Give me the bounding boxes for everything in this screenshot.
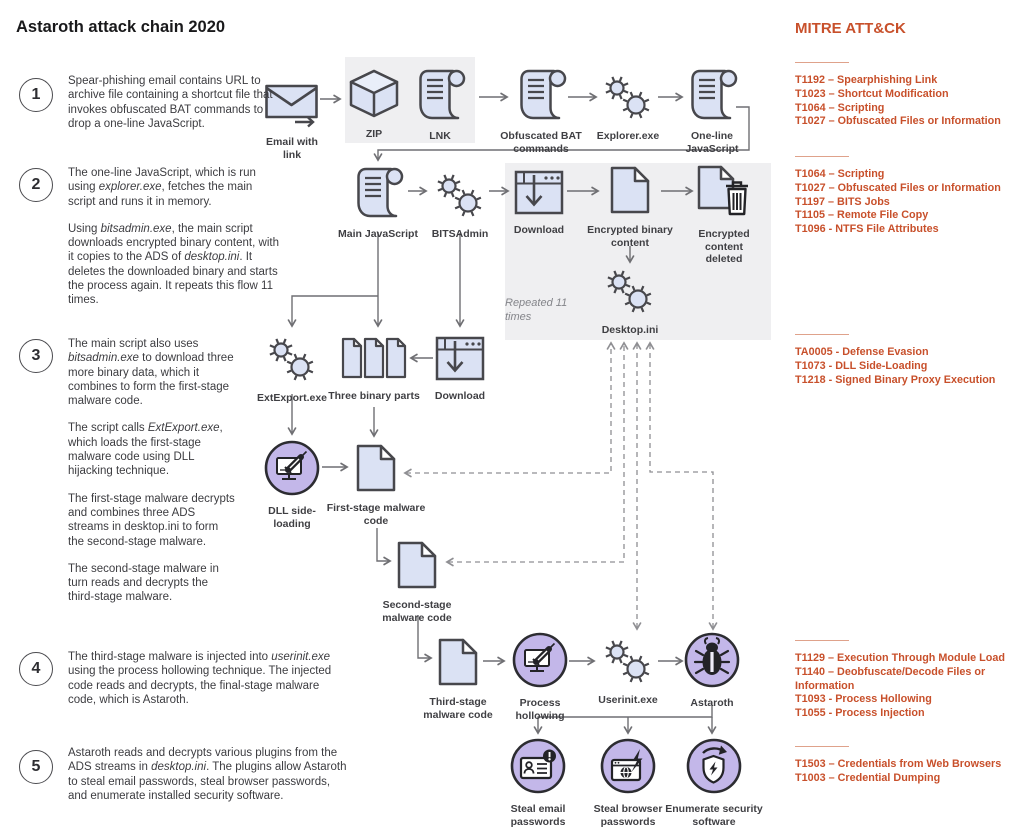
- mitre-group-5: [795, 746, 1019, 786]
- mitre-heading: MITRE ATT&CK: [795, 20, 906, 37]
- node-label: Download: [434, 390, 486, 402]
- gears-icon: [600, 74, 656, 127]
- gears-icon: [600, 638, 656, 691]
- file-icon: [353, 442, 399, 499]
- step-description: The one-line JavaScript, which is run using explorer.exe, fetches the main script and runs it in memory. Using bitsadmin.exe, the main script downloads encrypted binary content, with it copies to the ADS of desktop.ini. It deletes the downloaded binary and starts the process again. It repeats this flow 11 times.: [68, 167, 279, 307]
- page-title: Astaroth attack chain 2020: [16, 18, 226, 36]
- repeated-annotation: Repeated 11 times: [505, 297, 568, 323]
- node-main-js: [323, 164, 433, 241]
- mitre-technique: T1064 – Scripting: [795, 101, 885, 114]
- download-icon: [513, 168, 565, 221]
- step-description: Astaroth reads and decrypts various plugins from the ADS streams in desktop.ini. The plugins allow Astaroth to steal email passwords, steal browser passwords, and enumerate installed security software.: [68, 747, 347, 802]
- file-icon: [394, 539, 440, 596]
- mitre-group-divider: [795, 746, 849, 747]
- node-label: Steal browser passwords: [593, 803, 663, 828]
- gears-icon: [602, 268, 658, 321]
- mitre-group-divider: [795, 156, 849, 157]
- mitre-group-divider: [795, 62, 849, 63]
- node-label: Steal email passwords: [510, 803, 566, 828]
- mitre-technique: TA0005 - Defense Evasion: [795, 346, 929, 358]
- node-obf-bat: [489, 66, 593, 155]
- node-label: BITSAdmin: [431, 228, 489, 240]
- mitre-group-3: [795, 334, 1019, 387]
- mitre-group-2: [795, 156, 1019, 237]
- node-desktop-ini: [588, 268, 672, 337]
- node-label: Enumerate security software: [665, 803, 763, 828]
- node-label: Explorer.exe: [596, 130, 660, 142]
- node-first-stage: [326, 442, 426, 527]
- scroll-icon: [351, 164, 405, 225]
- download-icon: [434, 334, 486, 387]
- card-alert-circle-icon: [509, 737, 567, 800]
- mitre-group-4: [795, 640, 1019, 721]
- step-number-badge: 1: [19, 78, 53, 112]
- mitre-technique: T1140 – Deobfuscate/Decode Files or Information: [795, 665, 986, 692]
- node-label: Three binary parts: [328, 390, 420, 402]
- node-label: LNK: [429, 130, 451, 142]
- injection-circle-icon: [263, 439, 321, 502]
- node-label: Process hollowing: [515, 697, 565, 722]
- file-icon: [607, 164, 653, 221]
- node-three-binary: [328, 334, 420, 403]
- node-label: Third-stage malware code: [423, 696, 493, 721]
- node-bitsadmin: [418, 172, 502, 241]
- mitre-group-divider: [795, 334, 849, 335]
- node-dll-side: [257, 439, 327, 530]
- file-icon: [435, 636, 481, 693]
- mitre-technique: T1064 – Scripting: [795, 168, 885, 180]
- step-description: The third-stage malware is injected into userinit.exe using the process hollowing technique. The injected code reads and decrypts, the final-stage malware code, which is Astaroth.: [68, 651, 332, 706]
- node-label: Download: [513, 224, 565, 236]
- mitre-technique: T1073 - DLL Side-Loading: [795, 359, 928, 372]
- node-third-stage: [408, 636, 508, 721]
- step-description: Spear-phishing email contains URL to archive file containing a shortcut file that invokes obfuscated BAT commands to drop a one-line JavaScript.: [68, 75, 273, 130]
- node-download-1: [497, 168, 581, 237]
- node-label: Main JavaScript: [338, 228, 418, 240]
- gears-icon: [264, 336, 320, 389]
- node-zip: [344, 68, 404, 141]
- gears-icon: [432, 172, 488, 225]
- mitre-technique: T1093 - Process Hollowing: [795, 693, 932, 706]
- mitre-technique: T1218 - Signed Binary Proxy Execution: [795, 373, 996, 386]
- node-enum-security: [651, 737, 777, 828]
- node-label: ExtExport.exe: [256, 392, 328, 404]
- node-label: First-stage malware code: [326, 502, 426, 527]
- mitre-technique: T1503 – Credentials from Web Browsers: [795, 758, 1002, 770]
- mitre-technique: T1105 – Remote File Copy: [795, 209, 929, 222]
- node-label: Encrypted binary content: [587, 224, 673, 249]
- mitre-technique: T1027 – Obfuscated Files or Information: [795, 115, 1001, 128]
- injection-circle-icon: [511, 631, 569, 694]
- scroll-icon: [685, 66, 739, 127]
- mitre-technique: T1055 - Process Injection: [795, 707, 925, 720]
- node-steal-email: [492, 737, 584, 828]
- browser-bolt-circle-icon: [599, 737, 657, 800]
- mitre-technique: T1027 – Obfuscated Files or Information: [795, 181, 1001, 194]
- node-download-2: [418, 334, 502, 403]
- node-label: Second-stage malware code: [382, 599, 452, 624]
- step-description: The main script also uses bitsadmin.exe to download three more binary data, which it combines to form the first-stage malware code. The script calls ExtExport.exe, which loads the first-stage malware code using DLL hijacking technique. The first-stage malware decrypts and combines three ADS streams in desktop.ini to form the second-stage malware. The second-stage malware in turn reads and decrypts the third-stage malware.: [68, 338, 235, 604]
- mitre-technique: T1192 – Spearphishing Link: [795, 74, 938, 86]
- mitre-technique: T1023 – Shortcut Modification: [795, 87, 949, 100]
- node-astaroth: [672, 631, 752, 710]
- node-process-hollow: [500, 631, 580, 722]
- node-label: Desktop.ini: [601, 324, 659, 336]
- step-number-badge: 4: [19, 652, 53, 686]
- node-lnk: [410, 66, 470, 143]
- mitre-technique: T1003 – Credential Dumping: [795, 771, 941, 784]
- step-number-badge: 3: [19, 339, 53, 373]
- file-trash-icon: [695, 164, 753, 225]
- node-oneline-js: [676, 66, 748, 155]
- node-label: Userinit.exe: [598, 694, 658, 706]
- scroll-icon: [413, 66, 467, 127]
- three-files-icon: [341, 334, 407, 387]
- step-number-badge: 2: [19, 168, 53, 202]
- mitre-technique: T1197 – BITS Jobs: [795, 195, 890, 208]
- node-label: ZIP: [365, 128, 383, 140]
- mitre-technique: T1129 – Execution Through Module Load: [795, 652, 1005, 664]
- shield-refresh-circle-icon: [685, 737, 743, 800]
- node-enc-deleted: [686, 164, 762, 266]
- node-label: Email with link: [266, 136, 318, 161]
- node-explorer: [583, 74, 673, 143]
- scroll-icon: [514, 66, 568, 127]
- mitre-group-1: [795, 62, 1019, 129]
- node-userinit: [583, 638, 673, 707]
- mitre-technique: T1096 - NTFS File Attributes: [795, 223, 939, 236]
- node-label: One-line JavaScript: [685, 130, 739, 155]
- node-enc-binary: [578, 164, 682, 249]
- mitre-group-divider: [795, 640, 849, 641]
- zip-cube-icon: [347, 68, 401, 125]
- node-label: DLL side-loading: [268, 505, 316, 530]
- bug-circle-icon: [683, 631, 741, 694]
- node-second-stage: [363, 539, 471, 624]
- node-label: Astaroth: [690, 697, 734, 709]
- step-number-badge: 5: [19, 750, 53, 784]
- node-label: Encrypted content deleted: [698, 228, 750, 265]
- node-label: Obfuscated BAT commands: [500, 130, 582, 155]
